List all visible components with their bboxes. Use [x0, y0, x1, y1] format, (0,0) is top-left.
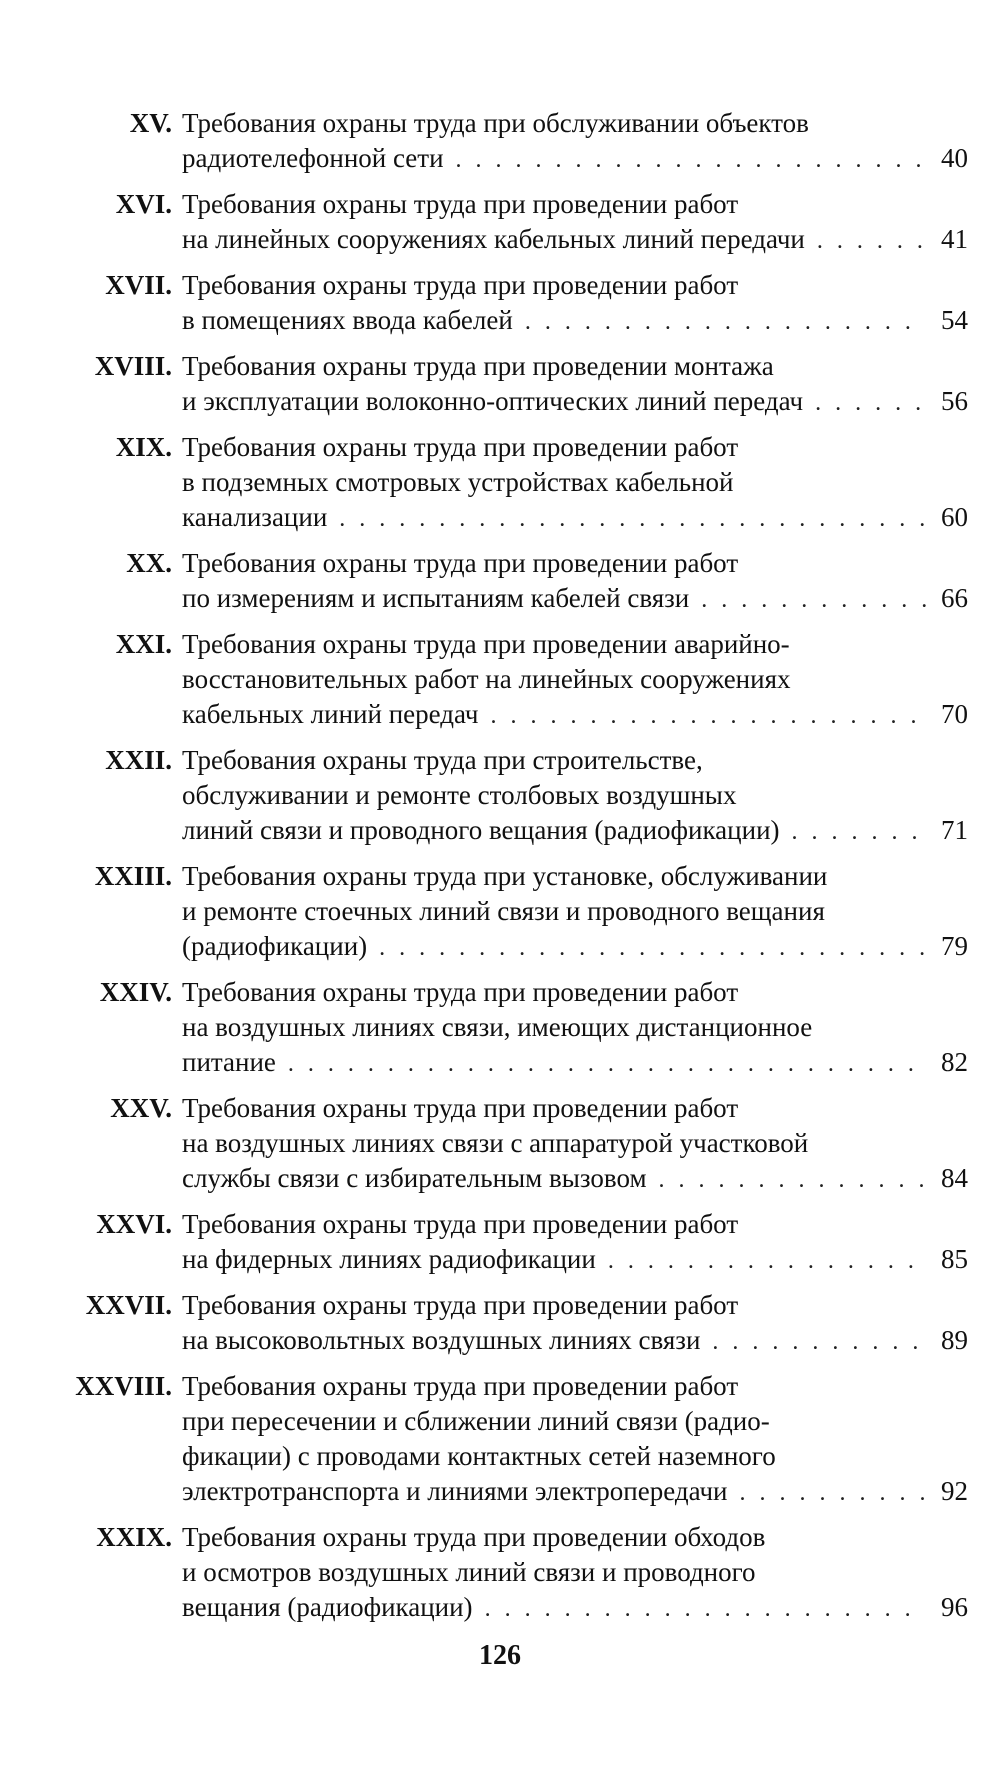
toc-entry — [60, 268, 968, 340]
toc-entry-title-line: и ремонте стоечных линий связи и проводного вещания — [182, 896, 825, 926]
toc-entry-title-line: фикации) с проводами контактных сетей наземного — [182, 1441, 776, 1471]
toc-entry-title-line: на воздушных линиях связи, имеющих дистанционное — [182, 1012, 813, 1042]
toc-entry-number: XXIII. — [94, 861, 172, 891]
toc-entry-page: 54 — [941, 305, 968, 335]
toc-entry-title-line: (радиофикации) — [182, 931, 368, 961]
toc-entry-title-line: Требования охраны труда при установке, обслуживании — [182, 861, 828, 891]
toc-entry-last-line — [182, 384, 968, 421]
toc-entry — [60, 1369, 968, 1511]
toc-entry-title-line: кабельных линий передач — [182, 699, 479, 729]
toc-entry-page: 40 — [941, 143, 968, 173]
toc-entry-title-line: на фидерных линиях радиофикации — [182, 1244, 596, 1274]
dot-leader — [815, 386, 926, 421]
toc-entry-page: 60 — [941, 502, 968, 532]
dot-leader — [712, 1325, 926, 1360]
toc-entry-number: XIX. — [115, 432, 172, 462]
toc-entry-page: 41 — [941, 224, 968, 254]
toc-entry-title-line: Требования охраны труда при проведении работ — [182, 977, 739, 1007]
toc-entry-number: XVII. — [105, 270, 172, 300]
toc-entry-last-line — [182, 222, 968, 259]
toc-entry-title-line: Требования охраны труда при проведении работ — [182, 189, 739, 219]
toc-entry-title-line: по измерениям и испытаниям кабелей связи — [182, 583, 690, 613]
toc-entry-page: 89 — [941, 1325, 968, 1355]
toc-entry-title-line: Требования охраны труда при проведении аварийно- — [182, 629, 790, 659]
toc-entry-title-line: на высоковольтных воздушных линиях связи — [182, 1325, 701, 1355]
dot-leader — [288, 1047, 926, 1082]
toc-entry-last-line — [182, 1323, 968, 1360]
toc-entry-page: 82 — [941, 1047, 968, 1077]
toc-entry — [60, 1207, 968, 1279]
toc-entry-last-line — [182, 581, 968, 618]
toc-entry-page: 66 — [941, 583, 968, 613]
toc-entry-title-line: линий связи и проводного вещания (радиофикации) — [182, 815, 780, 845]
toc-entry-title-line: электротранспорта и линиями электропередачи — [182, 1476, 728, 1506]
toc-entry-last-line — [182, 697, 968, 734]
toc-entry-page: 92 — [941, 1476, 968, 1506]
toc-entry-title-line: канализации — [182, 502, 328, 532]
toc-entry-title-line: питание — [182, 1047, 276, 1077]
page-number: 126 — [479, 1640, 521, 1671]
toc-entry-title-line: на воздушных линиях связи с аппаратурой участковой — [182, 1128, 809, 1158]
toc-entry — [60, 1288, 968, 1360]
toc-entry-page: 84 — [941, 1163, 968, 1193]
dot-leader — [792, 815, 926, 850]
toc-entry-last-line — [182, 1590, 968, 1627]
toc-entry-last-line — [182, 1474, 968, 1511]
dot-leader — [379, 931, 926, 966]
dot-leader — [485, 1592, 926, 1627]
toc-entry-number: XVIII. — [94, 351, 172, 381]
toc-entry-last-line — [182, 1242, 968, 1279]
toc-entry-number: XXVIII. — [75, 1371, 172, 1401]
toc-entry-page: 85 — [941, 1244, 968, 1274]
toc-entry-page: 70 — [941, 699, 968, 729]
toc-entry — [60, 187, 968, 259]
toc-entry-last-line — [182, 813, 968, 850]
toc-entry-last-line — [182, 303, 968, 340]
toc-entry — [60, 627, 968, 734]
toc-entry-last-line — [182, 1045, 968, 1082]
toc-entry-title-line: восстановительных работ на линейных сооружениях — [182, 664, 791, 694]
toc-entry-title-line: вещания (радиофикации) — [182, 1592, 473, 1622]
toc-entry-number: XXIV. — [99, 977, 172, 1007]
toc-entry-title-line: радиотелефонной сети — [182, 143, 444, 173]
toc-entry — [60, 349, 968, 421]
toc-entry-title-line: на линейных сооружениях кабельных линий передачи — [182, 224, 805, 254]
toc-entry-number: XVI. — [115, 189, 172, 219]
dot-leader — [491, 699, 927, 734]
toc-entry-last-line — [182, 141, 968, 178]
toc-entry-title-line: Требования охраны труда при проведении работ — [182, 270, 739, 300]
toc-entry-title-line: при пересечении и сближении линий связи (радио- — [182, 1406, 770, 1436]
toc-entry-title-line: Требования охраны труда при проведении работ — [182, 1093, 739, 1123]
toc-entry-title-line: Требования охраны труда при проведении обходов — [182, 1522, 766, 1552]
toc-entry — [60, 859, 968, 966]
toc-entry-number: XXVI. — [96, 1209, 172, 1239]
toc-entry — [60, 546, 968, 618]
toc-entry — [60, 430, 968, 537]
toc-entry — [60, 975, 968, 1082]
toc-entry-last-line — [182, 929, 968, 966]
toc-entry-page: 79 — [941, 931, 968, 961]
toc-entry-page: 96 — [941, 1592, 968, 1622]
toc-entry-title-line: в подземных смотровых устройствах кабельной — [182, 467, 734, 497]
toc-entry-title-line: службы связи с избирательным вызовом — [182, 1163, 647, 1193]
toc-entry-title-line: Требования охраны труда при проведении работ — [182, 548, 739, 578]
dot-leader — [817, 224, 926, 259]
toc-entry-number: XV. — [129, 108, 172, 138]
dot-leader — [701, 583, 926, 618]
toc-entry-number: XXVII. — [85, 1290, 172, 1320]
toc-entry-title-line: и осмотров воздушных линий связи и проводного — [182, 1557, 756, 1587]
toc-entry-last-line — [182, 500, 968, 537]
toc-entry-number: XXIX. — [96, 1522, 172, 1552]
toc-entry-number: XXV. — [110, 1093, 172, 1123]
toc-entry-title-line: Требования охраны труда при строительстве, — [182, 745, 703, 775]
toc-entry-title-line: и эксплуатации волоконно-оптических линий передач — [182, 386, 804, 416]
dot-leader — [339, 502, 926, 537]
toc-entry-title-line: Требования охраны труда при проведении монтажа — [182, 351, 774, 381]
dot-leader — [608, 1244, 926, 1279]
toc-entry-page: 56 — [941, 386, 968, 416]
toc-entry-title-line: Требования охраны труда при проведении работ — [182, 1290, 739, 1320]
dot-leader — [525, 305, 926, 340]
toc-entry-title-line: обслуживании и ремонте столбовых воздушных — [182, 780, 737, 810]
toc-entry — [60, 1091, 968, 1198]
toc-entry-title-line: Требования охраны труда при проведении работ — [182, 1371, 739, 1401]
dot-leader — [456, 143, 926, 178]
toc-entry-title-line: в помещениях ввода кабелей — [182, 305, 513, 335]
toc-entry-last-line — [182, 1161, 968, 1198]
toc-entry — [60, 1520, 968, 1627]
toc-entry-number: XX. — [126, 548, 172, 578]
table-of-contents — [60, 106, 968, 1636]
toc-entry-title-line: Требования охраны труда при проведении работ — [182, 432, 739, 462]
toc-entry — [60, 106, 968, 178]
toc-entry-number: XXII. — [105, 745, 172, 775]
toc-entry — [60, 743, 968, 850]
dot-leader — [659, 1163, 926, 1198]
toc-entry-page: 71 — [941, 815, 968, 845]
toc-entry-number: XXI. — [115, 629, 172, 659]
toc-entry-title-line: Требования охраны труда при проведении работ — [182, 1209, 739, 1239]
toc-entry-title-line: Требования охраны труда при обслуживании объектов — [182, 108, 809, 138]
dot-leader — [740, 1476, 927, 1511]
